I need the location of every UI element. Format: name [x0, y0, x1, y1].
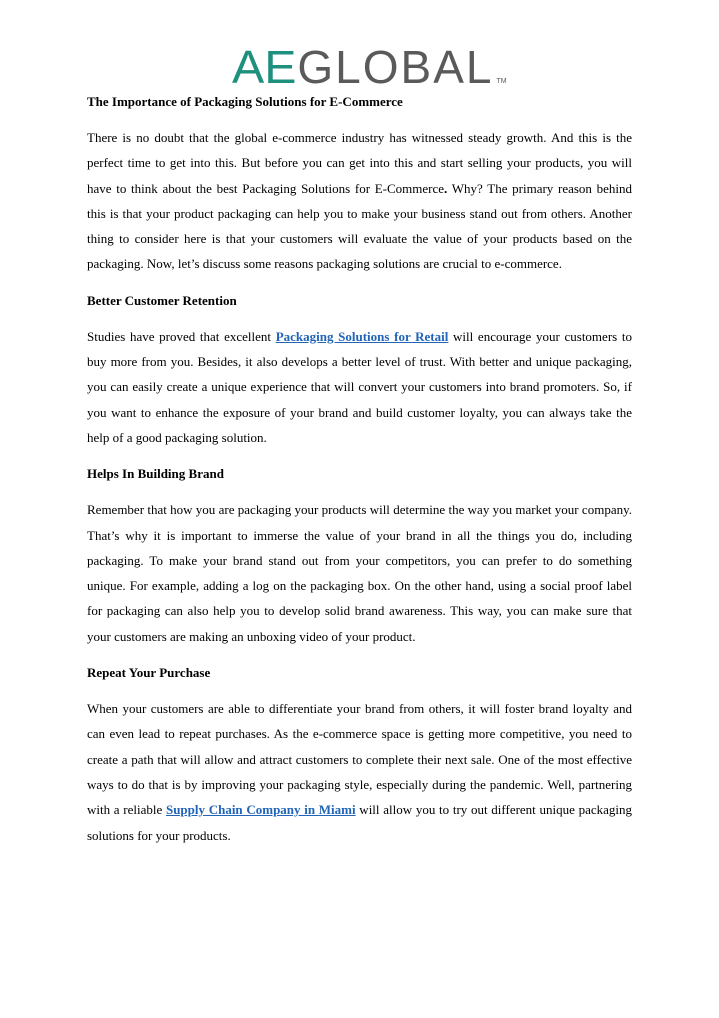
logo-trademark: TM — [496, 78, 507, 85]
section-paragraph-retention — [87, 324, 632, 450]
section-paragraph-repeat — [87, 696, 632, 848]
intro-paragraph — [87, 125, 632, 277]
intro-text-b: Why? The primary reason behind this is that your product packaging can help you to make your business stand out from others. Another thing to consider here is that your customers will evaluate the value of your products based on the packaging. Now, let’s discuss some reasons packaging solutions are crucial to e-commerce. — [87, 180, 632, 272]
section-heading-retention: Better Customer Retention — [87, 292, 237, 308]
logo-ae-mark: AE — [232, 41, 297, 93]
logo-wordmark: GLOBAL — [297, 41, 494, 93]
section-heading-repeat: Repeat Your Purchase — [87, 665, 211, 681]
link-packaging-solutions-retail[interactable]: Packaging Solutions for Retail — [275, 328, 449, 344]
intro-bold-period: . — [444, 180, 448, 196]
link-supply-chain-miami[interactable]: Supply Chain Company in Miami — [165, 802, 356, 818]
repeat-text-b: will allow you to try out different unique packaging solutions for your products. — [87, 802, 633, 843]
intro-text-a: There is no doubt that the global e-commerce industry has witnessed steady growth. And this is the perfect time to get into this. But before you can get into this and start selling your products, you will have to think about the best Packaging Solutions for E-Commerce — [87, 130, 632, 196]
retention-text-a: Studies have proved that excellent — [87, 328, 276, 344]
section-paragraph-brand: Remember that how you are packaging your products will determine the way you market your company. That’s why it is important to immerse the value of your brand in all the things you do, including packaging. To make your brand stand out from your competitors, you can prefer to do something unique. For example, adding a log on the packaging box. On the other hand, using a social proof label for packaging can also help you to develop solid brand awareness. This way, you can make sure that your customers are making an unboxing video of your product. — [87, 502, 632, 644]
repeat-text-a: When your customers are able to differentiate your brand from others, it will foster brand loyalty and can even lead to repeat purchases. As the e-commerce space is getting more competitive, you need to create a path that will allow and attract customers to complete their next sale. One of the most effective ways to do that is by improving your packaging style, especially during the pandemic. Well, partnering with a reliable — [87, 701, 632, 818]
document-body — [87, 92, 632, 848]
document-title: The Importance of Packaging Solutions for E-Commerce — [87, 94, 403, 109]
retention-text-b: will encourage your customers to buy more from you. Besides, it also develops a better level of trust. With better and unique packaging, you can easily create a unique experience that will convert your customers into brand promoters. So, if you want to enhance the exposure of your brand and build customer loyalty, you can always take the help of a good packaging solution. — [87, 328, 632, 445]
aeglobal-logo — [232, 41, 507, 93]
section-heading-brand: Helps In Building Brand — [87, 466, 224, 482]
